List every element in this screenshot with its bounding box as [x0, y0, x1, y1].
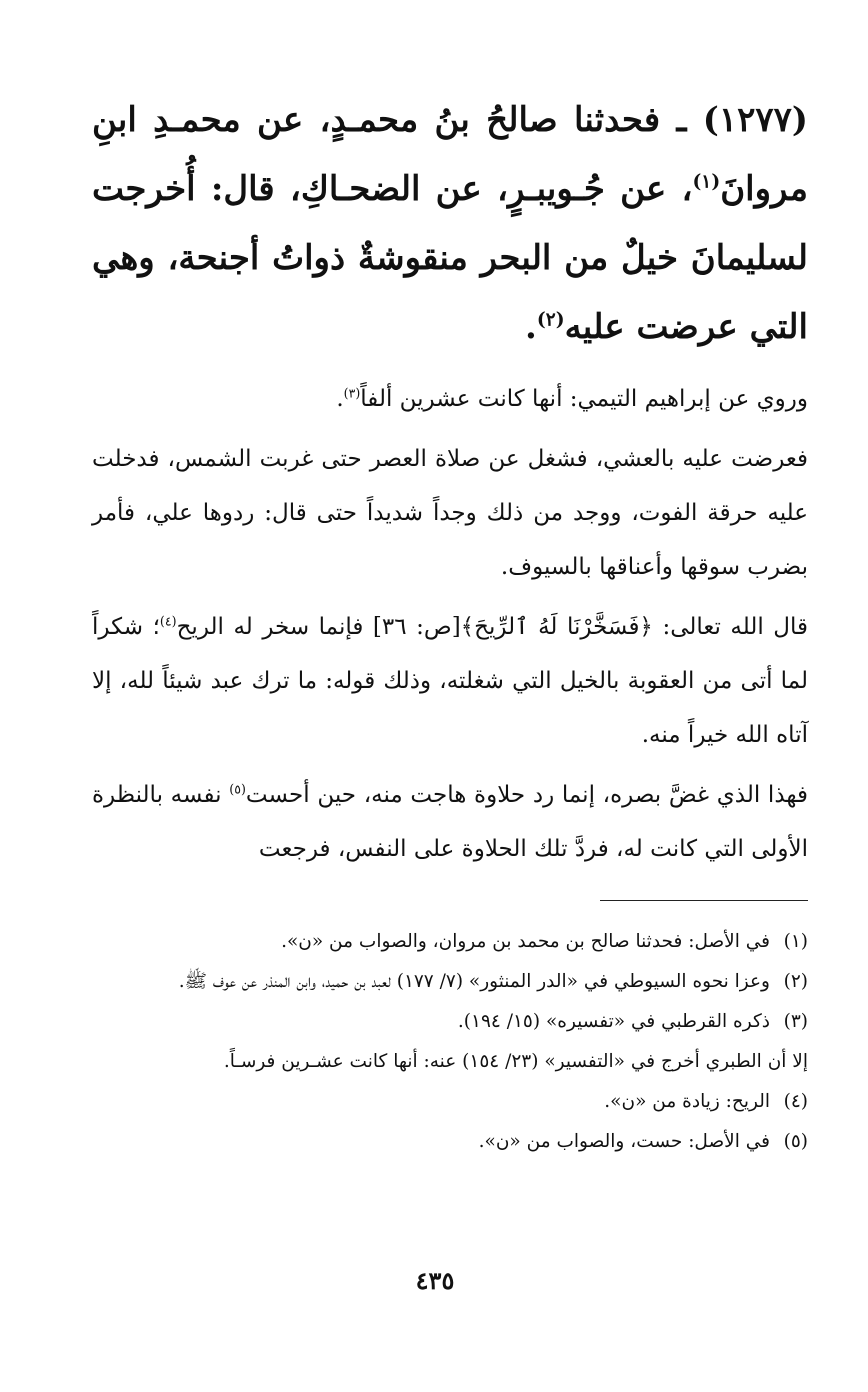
footnote-3-continuation — [92, 1042, 808, 1082]
footnote-continuation-text: إلا أن الطبري أخرج في «التفسير» (٢٣/ ١٥٤) عنه: أنها كانت عشـرين فرسـاً. — [223, 1051, 808, 1072]
paragraph-3-text-b: نفسه بالنظرة الأولى التي كانت له، فردَّ تلك الحلاوة على النفس، فرجعت — [92, 782, 808, 862]
footnote-number: (٣) — [783, 1011, 808, 1032]
footnote-text: في الأصل: فحدثنا صالح بن محمد بن مروان، والصواب من «ن». — [281, 931, 770, 952]
paragraph-2-text-a: فإنما سخر له الريح — [176, 614, 373, 640]
hadith-text-a: فحدثنا صالحُ بنُ محمـدٍ، عن محمـدِ ابنِ مروانَ — [92, 100, 808, 209]
page-number: ٤٣٥ — [415, 1266, 455, 1295]
hadith-text-c: . — [525, 307, 537, 347]
footnote-text: وعزا نحوه السيوطي في «الدر المنثور» (٧/ ١٧٧) لعبد بن حميد، وابن المنذر عن عوف ﷺ. — [178, 971, 770, 992]
paragraph-3-text-a: فهذا الذي غضَّ بصره، إنما رد حلاوة هاجت منه، حين أحست — [245, 782, 808, 808]
footnote-number: (١) — [783, 931, 808, 952]
body-paragraph-1 — [92, 432, 808, 594]
footnote-4 — [92, 1082, 808, 1122]
narration-end: . — [336, 386, 344, 412]
footnote-number: (٥) — [783, 1131, 808, 1152]
footnote-text: الريح: زيادة من «ن». — [604, 1091, 770, 1112]
footnote-2 — [92, 962, 808, 1002]
hadith-number: (١٢٧٧) — [702, 100, 808, 140]
paragraph-2-lead: قال الله تعالى: — [652, 614, 809, 640]
book-page — [92, 86, 808, 1392]
paragraph-1-text: فعرضت عليه بالعشي، فشغل عن صلاة العصر حتى غربت الشمس، فدخلت عليه حرقة الفوت، ووجد من ذلك وجداً شديداً حتى قال: ردوها علي، فأمر بضرب سوقها وأعناقها بالسيوف. — [92, 446, 808, 580]
hadith-dash: ـ — [676, 100, 687, 140]
footnote-ref-3[interactable]: (٣) — [343, 385, 361, 401]
narration-paragraph — [92, 372, 808, 426]
body-paragraph-2 — [92, 600, 808, 762]
footnote-number: (٤) — [783, 1091, 808, 1112]
footnote-1 — [92, 922, 808, 962]
paragraph-2-text-b: ؛ شكراً لما أتى من العقوبة بالخيل التي شغلته، وذلك قوله: ما ترك عبد شيئاً لله، إلا آتاه الله خيراً منه. — [92, 614, 808, 748]
quran-citation: [ص: ٣٦] — [372, 614, 461, 640]
footnote-ref-5[interactable]: (٥) — [229, 781, 246, 797]
footnote-divider — [600, 900, 808, 901]
narration-text: وروي عن إبراهيم التيمي: أنها كانت عشرين ألفاً — [360, 386, 808, 412]
quran-verse: ﴿فَسَخَّرْنَا لَهُ ٱلرِّيحَ﴾ — [460, 614, 653, 640]
footnote-ref-2[interactable]: (٢) — [536, 308, 565, 331]
footnote-number: (٢) — [783, 971, 808, 992]
hadith-text-b: ، عن جُـويبـرٍ، عن الضحـاكِ، قال: أُخرجت لسليمانَ خيلٌ من البحر منقوشةٌ ذواتُ أجنحة، وهي التي عرضت عليه — [92, 169, 808, 347]
footnote-text: في الأصل: حست، والصواب من «ن». — [478, 1131, 770, 1152]
footnote-text: ذكره القرطبي في «تفسيره» (١٥/ ١٩٤). — [457, 1011, 770, 1032]
footnote-5 — [92, 1122, 808, 1162]
footnote-ref-4[interactable]: (٤) — [159, 613, 177, 629]
footnote-ref-1[interactable]: (١) — [692, 170, 721, 193]
footnotes-list — [92, 922, 808, 1162]
body-paragraph-3 — [92, 768, 808, 876]
hadith-paragraph — [92, 86, 808, 362]
footnote-3 — [92, 1002, 808, 1042]
